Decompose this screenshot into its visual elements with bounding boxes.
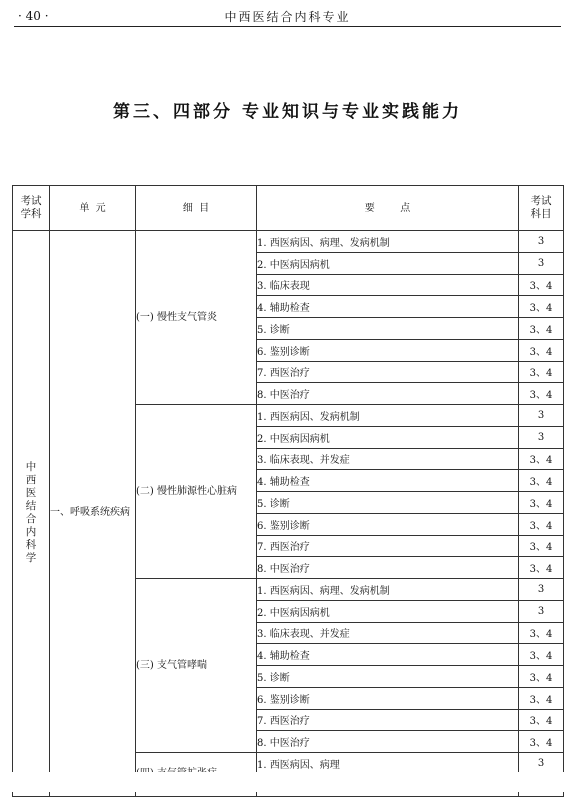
- point-cell: 1. 西医病因、病理: [257, 753, 519, 775]
- level-cell: 3、4: [519, 731, 564, 753]
- page-number: · 40 ·: [18, 9, 49, 23]
- level-cell: 3、4: [519, 709, 564, 731]
- point-cell: 3. 临床表现: [257, 274, 519, 296]
- level-cell: 3: [519, 600, 564, 622]
- level-cell: 3、4: [519, 296, 564, 318]
- header-level: 考试科目: [519, 186, 564, 231]
- level-cell: 3、4: [519, 513, 564, 535]
- level-cell: 3、4: [519, 644, 564, 666]
- level-cell: 3、4: [519, 535, 564, 557]
- table-row: [13, 231, 564, 253]
- part-title: 第三、四部分 专业知识与专业实践能力: [113, 102, 462, 122]
- level-cell: 3、4: [519, 687, 564, 709]
- point-cell: 8. 中医治疗: [257, 383, 519, 405]
- point-cell: 4. 辅助检查: [257, 470, 519, 492]
- point-cell: 6. 鉴别诊断: [257, 513, 519, 535]
- level-cell: 3、4: [519, 470, 564, 492]
- page-bottom: [0, 772, 575, 792]
- running-title: 中西医结合内科专业: [224, 10, 351, 24]
- point-cell: 4. 辅助检查: [257, 644, 519, 666]
- item-cell: (二) 慢性肺源性心脏病: [136, 405, 257, 579]
- point-cell: 8. 中医治疗: [257, 731, 519, 753]
- level-cell: 3: [519, 405, 564, 427]
- level-cell: 3、4: [519, 318, 564, 340]
- point-cell: 6. 鉴别诊断: [257, 687, 519, 709]
- header-subject: 考试学科: [13, 186, 50, 231]
- point-cell: 2. 中医病因病机: [257, 600, 519, 622]
- level-cell: 3: [519, 753, 564, 775]
- level-cell: 3、4: [519, 666, 564, 688]
- point-cell: 1. 西医病因、病理、发病机制: [257, 579, 519, 601]
- header-item: 细 目: [136, 186, 257, 231]
- level-cell: 3、4: [519, 274, 564, 296]
- subject-cell: 中西医结合内科学: [13, 231, 50, 797]
- item-cell: (一) 慢性支气管炎: [136, 231, 257, 405]
- unit-cell: 一、呼吸系统疾病: [50, 231, 136, 797]
- level-cell: 3、4: [519, 622, 564, 644]
- point-cell: 8. 中医治疗: [257, 557, 519, 579]
- level-cell: 3、4: [519, 339, 564, 361]
- point-cell: 7. 西医治疗: [257, 535, 519, 557]
- point-cell: 6. 鉴别诊断: [257, 339, 519, 361]
- point-cell: 5. 诊断: [257, 318, 519, 340]
- point-cell: 3. 临床表现、并发症: [257, 448, 519, 470]
- point-cell: 5. 诊断: [257, 492, 519, 514]
- running-header: [14, 8, 561, 27]
- point-cell: 3. 临床表现、并发症: [257, 622, 519, 644]
- point-cell: 7. 西医治疗: [257, 361, 519, 383]
- level-cell: 3: [519, 426, 564, 448]
- level-cell: 3: [519, 231, 564, 253]
- level-cell: 3、4: [519, 383, 564, 405]
- point-cell: 1. 西医病因、病理、发病机制: [257, 231, 519, 253]
- level-cell: 3、4: [519, 361, 564, 383]
- point-cell: 7. 西医治疗: [257, 709, 519, 731]
- level-cell: 3、4: [519, 557, 564, 579]
- table-header-row: [13, 186, 564, 231]
- point-cell: 2. 中医病因病机: [257, 426, 519, 448]
- point-cell: 5. 诊断: [257, 666, 519, 688]
- level-cell: 3: [519, 252, 564, 274]
- level-cell: 3: [519, 579, 564, 601]
- table-body: [13, 231, 564, 797]
- point-cell: 2. 中医病因病机: [257, 252, 519, 274]
- level-cell: 3、4: [519, 492, 564, 514]
- point-cell: 4. 辅助检查: [257, 296, 519, 318]
- level-cell: 3、4: [519, 448, 564, 470]
- header-points: 要 点: [257, 186, 519, 231]
- point-cell: 1. 西医病因、发病机制: [257, 405, 519, 427]
- header-unit: 单 元: [50, 186, 136, 231]
- item-cell: (三) 支气管哮喘: [136, 579, 257, 753]
- syllabus-table: [12, 185, 564, 797]
